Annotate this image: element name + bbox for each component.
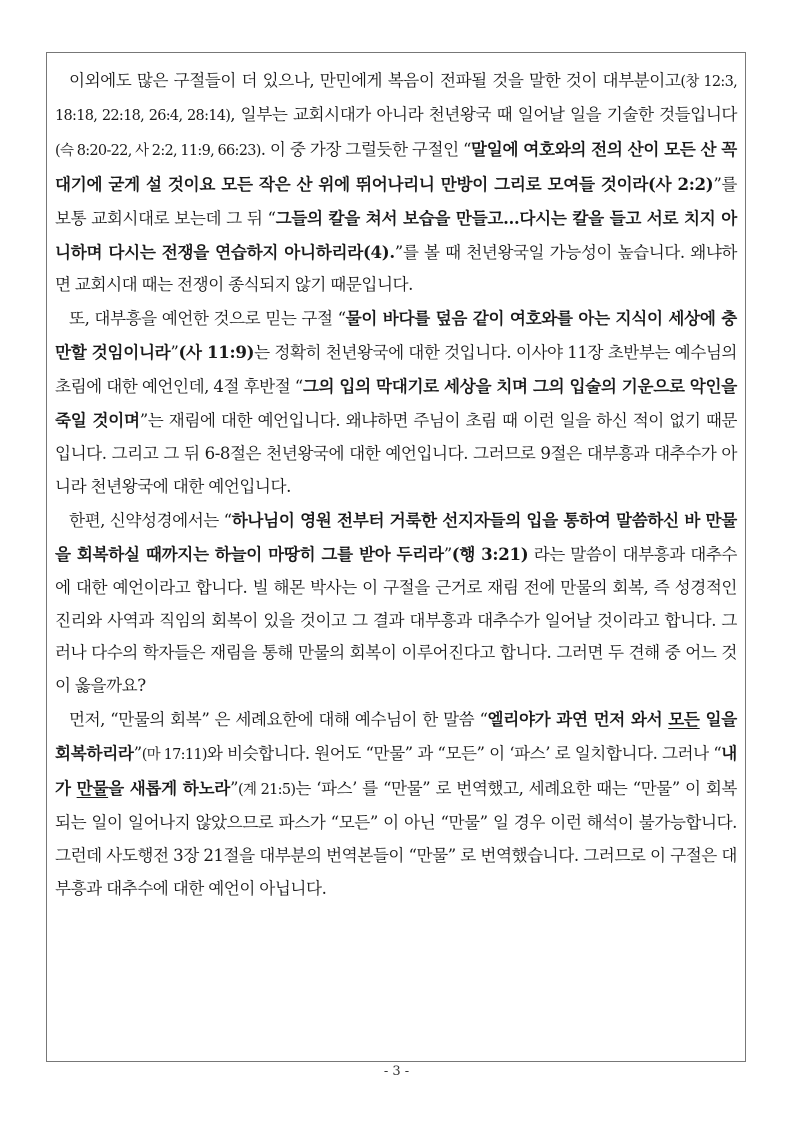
bold-quote: 내가 (55, 743, 738, 799)
text-run: ” (229, 779, 239, 799)
bold-quote: (행 3:21) (451, 543, 529, 564)
scripture-reference: (슥 8:20-22, 사 2:2, 11:9, 66:23) (55, 142, 261, 159)
bold-quote: (사 11:9) (178, 342, 255, 363)
bold-underlined-quote (668, 709, 699, 729)
text-run: 는 ‘파스’ 를 “만물” 로 번역했고, 세례요한 때는 “만물” 이 회복되는 일이 일어나지 않았으므로 파스가 “모든” 이 아닌 “만물” 일 경우 이런 해석이 불가능합니다. 그런데 사도행전 3장 21절을 대부분의 번역본들이 “만물” 로 번역했습니다. 그러므로 이 구절은 대부흥과 대추수에 대한 예언이 아닙니다. (55, 779, 737, 898)
bold-quote: 엘리야가 과연 먼저 와서 (487, 709, 669, 730)
text-run: ”를 보통 교회시대로 보는데 그 뒤 “ (55, 174, 737, 228)
text-run: . 이 중 가장 그럴듯한 구절인 “ (260, 139, 472, 159)
text-run: ”는 재림에 대한 예언입니다. 왜냐하면 주님이 초림 때 이런 일을 하신 적이 없기 때문입니다. 그리고 그 뒤 6-8절은 천년왕국에 대한 예언입니다. 그러므로 9절은 대부흥과 대추수가 아니라 천년왕국에 대한 예언입니다. (55, 411, 738, 496)
paragraph-1 (55, 65, 737, 302)
scripture-reference: (창 12:3, 18:18, 22:18, 26:4, 28:14) (55, 74, 737, 124)
text-run: 또, 대부흥을 예언한 것으로 믿는 구절 “ (69, 309, 346, 329)
text-run: , 일부는 교회시대가 아니라 천년왕국 때 일어날 일을 기술한 것들입니다 (230, 104, 737, 124)
body-text (55, 65, 737, 906)
paragraph-3 (55, 504, 737, 703)
underlined-word: 모든 (668, 709, 700, 730)
scripture-reference: (마 17:11) (141, 747, 207, 764)
bold-quote: 하나님이 영원 전부터 거룩한 선지자들의 입을 통하여 말씀하신 바 만물을 회복하실 때까지는 하늘이 마땅히 그를 받아 두리라 (55, 509, 737, 564)
text-run: 는 정확히 천년왕국에 대한 것입니다. 이사야 11장 초반부는 예수님의 초림에 대한 예언인데, 4절 후반절 “ (55, 343, 737, 397)
bold-quote: (4). (362, 241, 395, 262)
text-run: ” (133, 744, 142, 764)
page-frame (46, 52, 746, 1062)
text-run: 라는 말씀이 대부흥과 대추수에 대한 예언이라고 합니다. 빌 해몬 박사는 이 구절을 근거로 재림 전에 만물의 회복, 즉 성경적인 진리와 사역과 직임의 회복이 있을 것이고 그 결과 대부흥과 대추수가 일어날 것이라고 합니다. 그러나 다수의 학자들은 재림을 통해 만물의 회복이 이루어진다고 합니다. 그러면 두 견해 중 어느 것이 옳을까요? (55, 544, 737, 696)
text-run: 이외에도 많은 구절들이 더 있으나, 만민에게 복음이 전파될 것을 말한 것이 대부분이고 (69, 71, 681, 90)
bold-quote: 물이 바다를 덮음 같이 여호와를 아는 지식이 세상에 충만할 것임이니라 (55, 308, 737, 363)
scripture-reference: (계 21:5) (238, 782, 296, 799)
bold-quote: 일을 회복하리라 (55, 709, 737, 764)
text-run: 와 비슷합니다. 원어도 “만물” 과 “모든” 이 ‘파스’ 로 일치합니다. 그러나 “ (206, 744, 722, 764)
bold-quote: 그들의 칼을 쳐서 보습을 만들고…다시는 칼을 들고 서로 치지 아니하며 다시는 전쟁을 연습하지 아니하리라 (55, 207, 737, 262)
paragraph-4 (55, 703, 737, 905)
paragraph-2 (55, 302, 737, 503)
text-run: 한편, 신약성경에서는 “ (69, 510, 232, 530)
text-run: ” (443, 544, 452, 564)
page-number: - 3 - (383, 1064, 410, 1079)
bold-quote: 그의 입의 막대기로 세상을 치며 그의 입술의 기운으로 악인을 죽일 것이며 (55, 376, 737, 431)
bold-quote: 말일에 여호와의 전의 산이 모든 산 꼭대기에 굳게 설 것이요 모든 작은 산 위에 뛰어나리니 만방이 그리로 모여들 것이라 (55, 138, 737, 194)
text-run: ”를 볼 때 천년왕국일 가능성이 높습니다. 왜냐하면 교회시대 때는 전쟁이 종식되지 않기 때문입니다. (55, 242, 737, 295)
bold-underlined-quote (77, 778, 108, 798)
bold-quote: 을 새롭게 하노라 (108, 778, 230, 799)
text-run: 먼저, “만물의 회복” 은 세례요한에 대해 예수님이 한 말씀 “ (69, 710, 488, 730)
bold-quote: (사 2:2) (648, 173, 714, 194)
text-run: ” (170, 343, 179, 363)
underlined-word: 만물 (76, 778, 109, 799)
